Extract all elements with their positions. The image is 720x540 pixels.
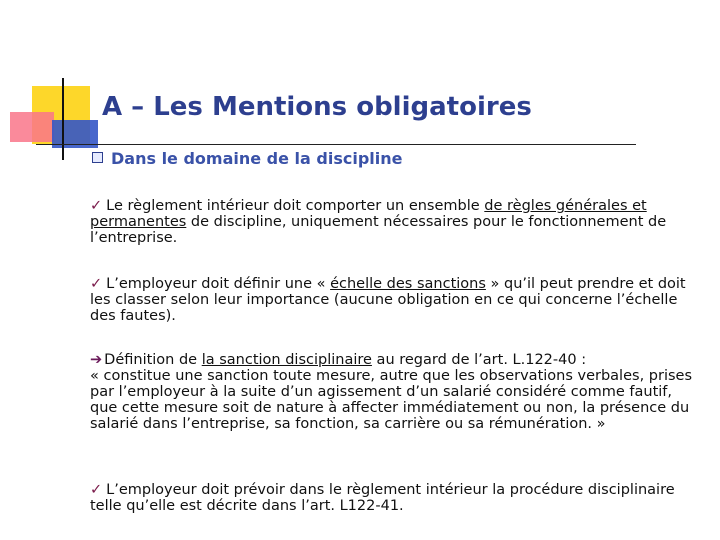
paragraph-text: » qu’il peut prendre et doit les classer selon leur importance (aucune obligation en ce qui concerne l’échelle des fautes). <box>90 276 686 324</box>
subheading-text: Dans le domaine de la discipline <box>111 149 403 168</box>
checkmark-icon: ✓ <box>90 198 103 214</box>
subheading <box>92 149 403 168</box>
checkmark-icon: ✓ <box>90 482 103 498</box>
checkmark-icon: ✓ <box>90 276 103 292</box>
paragraph-text: L’employeur doit prévoir dans le règlement intérieur la procédure disciplinaire telle qu’elle est décrite dans l’art. L122-41. <box>90 482 675 514</box>
paragraph-text: L’employeur doit définir une « <box>106 276 331 292</box>
paragraph-text: Définition de <box>104 352 202 368</box>
paragraph-text: de discipline, uniquement nécessaires pour le fonctionnement de l’entreprise. <box>90 214 667 246</box>
square-bullet-icon <box>92 152 103 163</box>
underlined-text: la sanction disciplinaire <box>201 352 372 368</box>
underlined-text: de règles générales et permanentes <box>90 198 647 230</box>
legal-quote: « constitue une sanction toute mesure, autre que les observations verbales, prises par l’employeur à la suite d’un agissement d’un salarié considéré comme fautif, que cette mesure soit de nature à affecter immédiatement ou non, la présence du salarié dans l’entreprise, sa fonction, sa carrière ou sa rémunération. » <box>90 368 693 432</box>
underlined-text: échelle des sanctions <box>330 276 486 292</box>
arrow-right-icon: ➔ <box>90 352 103 368</box>
paragraph-definition <box>90 352 700 432</box>
paragraph-text: au regard de l’art. L.122-40 : <box>371 352 587 368</box>
paragraph-text: Le règlement intérieur doit comporter un ensemble <box>106 198 485 214</box>
paragraph-procedure <box>90 482 700 514</box>
paragraph-sanctions-scale <box>90 276 700 324</box>
decor-vertical-line <box>62 78 64 160</box>
decor-horizontal-line <box>36 144 636 145</box>
paragraph-rules <box>90 198 700 246</box>
slide-title: A – Les Mentions obligatoires <box>102 92 532 122</box>
decor-red-square <box>10 112 54 142</box>
